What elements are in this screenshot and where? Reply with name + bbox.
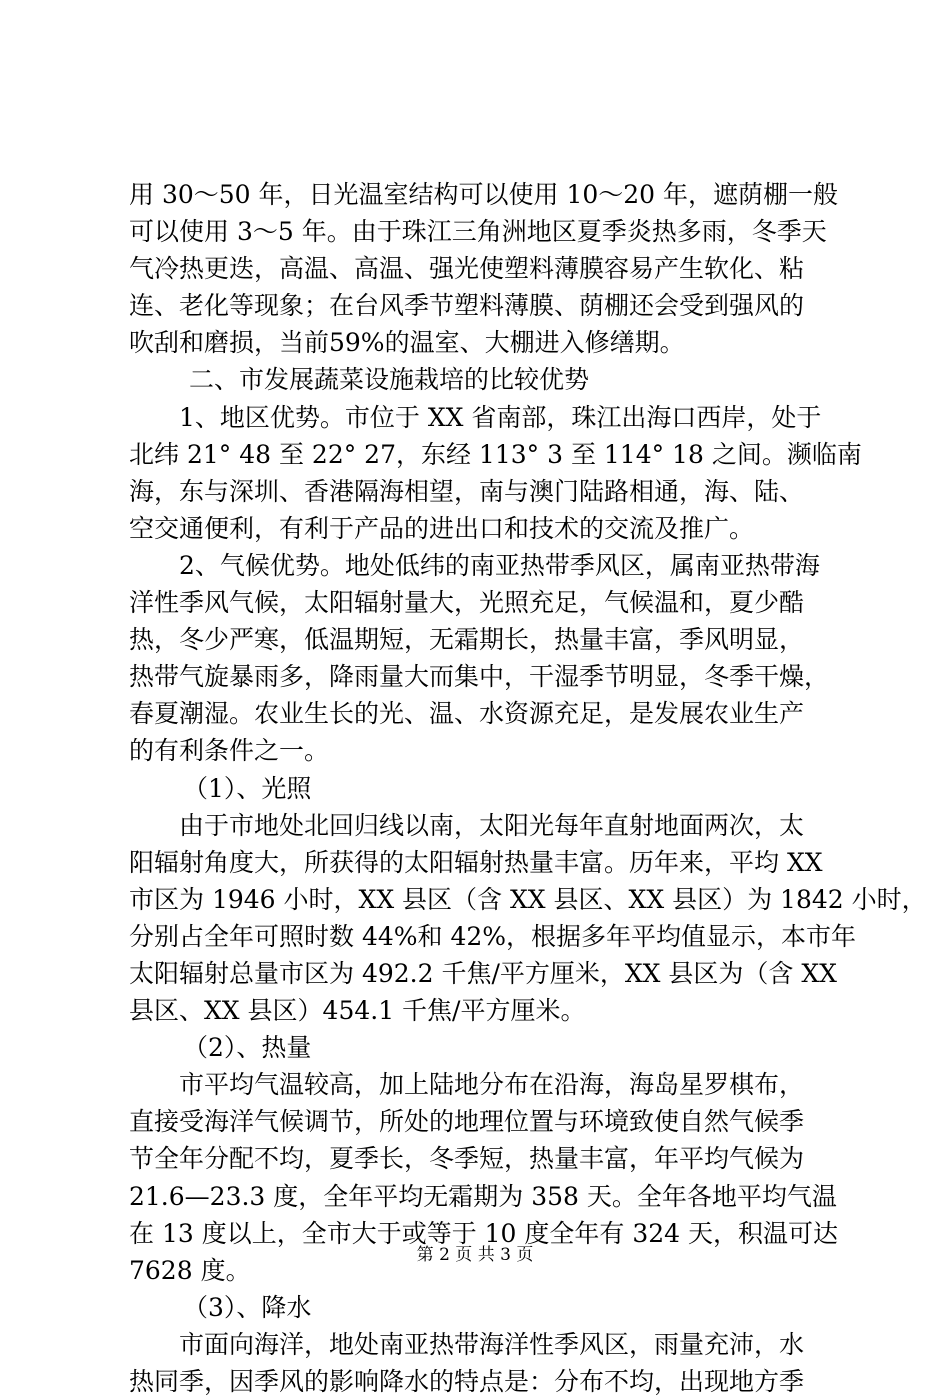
text-line: 热同季，因季风的影响降水的特点是：分布不均，出现地方季 bbox=[129, 1367, 805, 1396]
text-line: 连、老化等现象；在台风季节塑料薄膜、荫棚还会受到强风的 bbox=[129, 291, 805, 321]
subsection-heading: （3）、降水 bbox=[183, 1292, 312, 1322]
text-line: 县区、XX 县区）454.1 千焦/平方厘米。 bbox=[129, 996, 586, 1026]
text-line: 分别占全年可照时数 44%和 42%，根据多年平均值显示，本市年 bbox=[129, 921, 857, 951]
paragraph-first-line: 市面向海洋，地处南亚热带海洋性季风区，雨量充沛，水 bbox=[179, 1329, 805, 1359]
text-line: 市区为 1946 小时，XX 县区（含 XX 县区、XX 县区）为 1842 小时， bbox=[129, 884, 927, 914]
text-line: 阳辐射角度大，所获得的太阳辐射热量丰富。历年来，平均 XX bbox=[129, 847, 823, 877]
text-line: 海，东与深圳、香港隔海相望，南与澳门陆路相通，海、陆、 bbox=[129, 476, 805, 506]
text-line: 可以使用 3～5 年。由于珠江三角洲地区夏季炎热多雨，冬季天 bbox=[129, 217, 827, 247]
text-line: 在 13 度以上，全市大于或等于 10 度全年有 324 天，积温可达 bbox=[129, 1218, 839, 1248]
text-line: 热带气旋暴雨多，降雨量大而集中，干湿季节明显，冬季干燥， bbox=[129, 662, 830, 692]
section-heading: 二、市发展蔬菜设施栽培的比较优势 bbox=[189, 365, 590, 395]
text-line: 21.6—23.3 度，全年平均无霜期为 358 天。全年各地平均气温 bbox=[129, 1181, 837, 1211]
text-line: 热，冬少严寒，低温期短，无霜期长，热量丰富，季风明显， bbox=[129, 625, 805, 655]
text-line: 用 30～50 年，日光温室结构可以使用 10～20 年，遮荫棚一般 bbox=[129, 180, 839, 209]
page-number-label: 第 2 页 共 3 页 bbox=[416, 1245, 534, 1265]
text-line: 空交通便利，有利于产品的进出口和技术的交流及推广。 bbox=[129, 513, 755, 543]
text-line: 洋性季风气候，太阳辐射量大，光照充足，气候温和，夏少酷 bbox=[129, 588, 805, 618]
paragraph-first-line: 1、地区优势。市位于 XX 省南部，珠江出海口西岸，处于 bbox=[179, 402, 822, 432]
text-line: 太阳辐射总量市区为 492.2 千焦/平方厘米，XX 县区为（含 XX bbox=[129, 958, 837, 988]
text-line: 节全年分配不均，夏季长，冬季短，热量丰富，年平均气候为 bbox=[129, 1144, 805, 1174]
paragraph-first-line: 市平均气温较高，加上陆地分布在沿海，海岛星罗棋布， bbox=[179, 1070, 805, 1100]
paragraph-first-line: 由于市地处北回归线以南，太阳光每年直射地面两次，太 bbox=[179, 810, 805, 840]
paragraph-first-line: 2、气候优势。地处低纬的南亚热带季风区，属南亚热带海 bbox=[179, 550, 820, 580]
text-line: 7628 度。 bbox=[129, 1255, 251, 1285]
subsection-heading: （1）、光照 bbox=[183, 773, 312, 803]
text-line: 直接受海洋气候调节，所处的地理位置与环境致使自然气候季 bbox=[129, 1107, 805, 1137]
text-line: 气冷热更迭，高温、高温、强光使塑料薄膜容易产生软化、粘 bbox=[129, 254, 805, 284]
page-footer bbox=[0, 1243, 950, 1267]
text-line: 的有利条件之一。 bbox=[129, 736, 330, 766]
text-line: 北纬 21° 48 至 22° 27，东经 113° 3 至 114° 18 之间。濒临南 bbox=[129, 439, 862, 469]
subsection-heading: （2）、热量 bbox=[183, 1033, 312, 1063]
text-line: 春夏潮湿。农业生长的光、温、水资源充足，是发展农业生产 bbox=[129, 699, 805, 729]
body-text bbox=[129, 176, 927, 1400]
text-line: 吹刮和磨损，当前59%的温室、大棚进入修缮期。 bbox=[129, 328, 685, 358]
